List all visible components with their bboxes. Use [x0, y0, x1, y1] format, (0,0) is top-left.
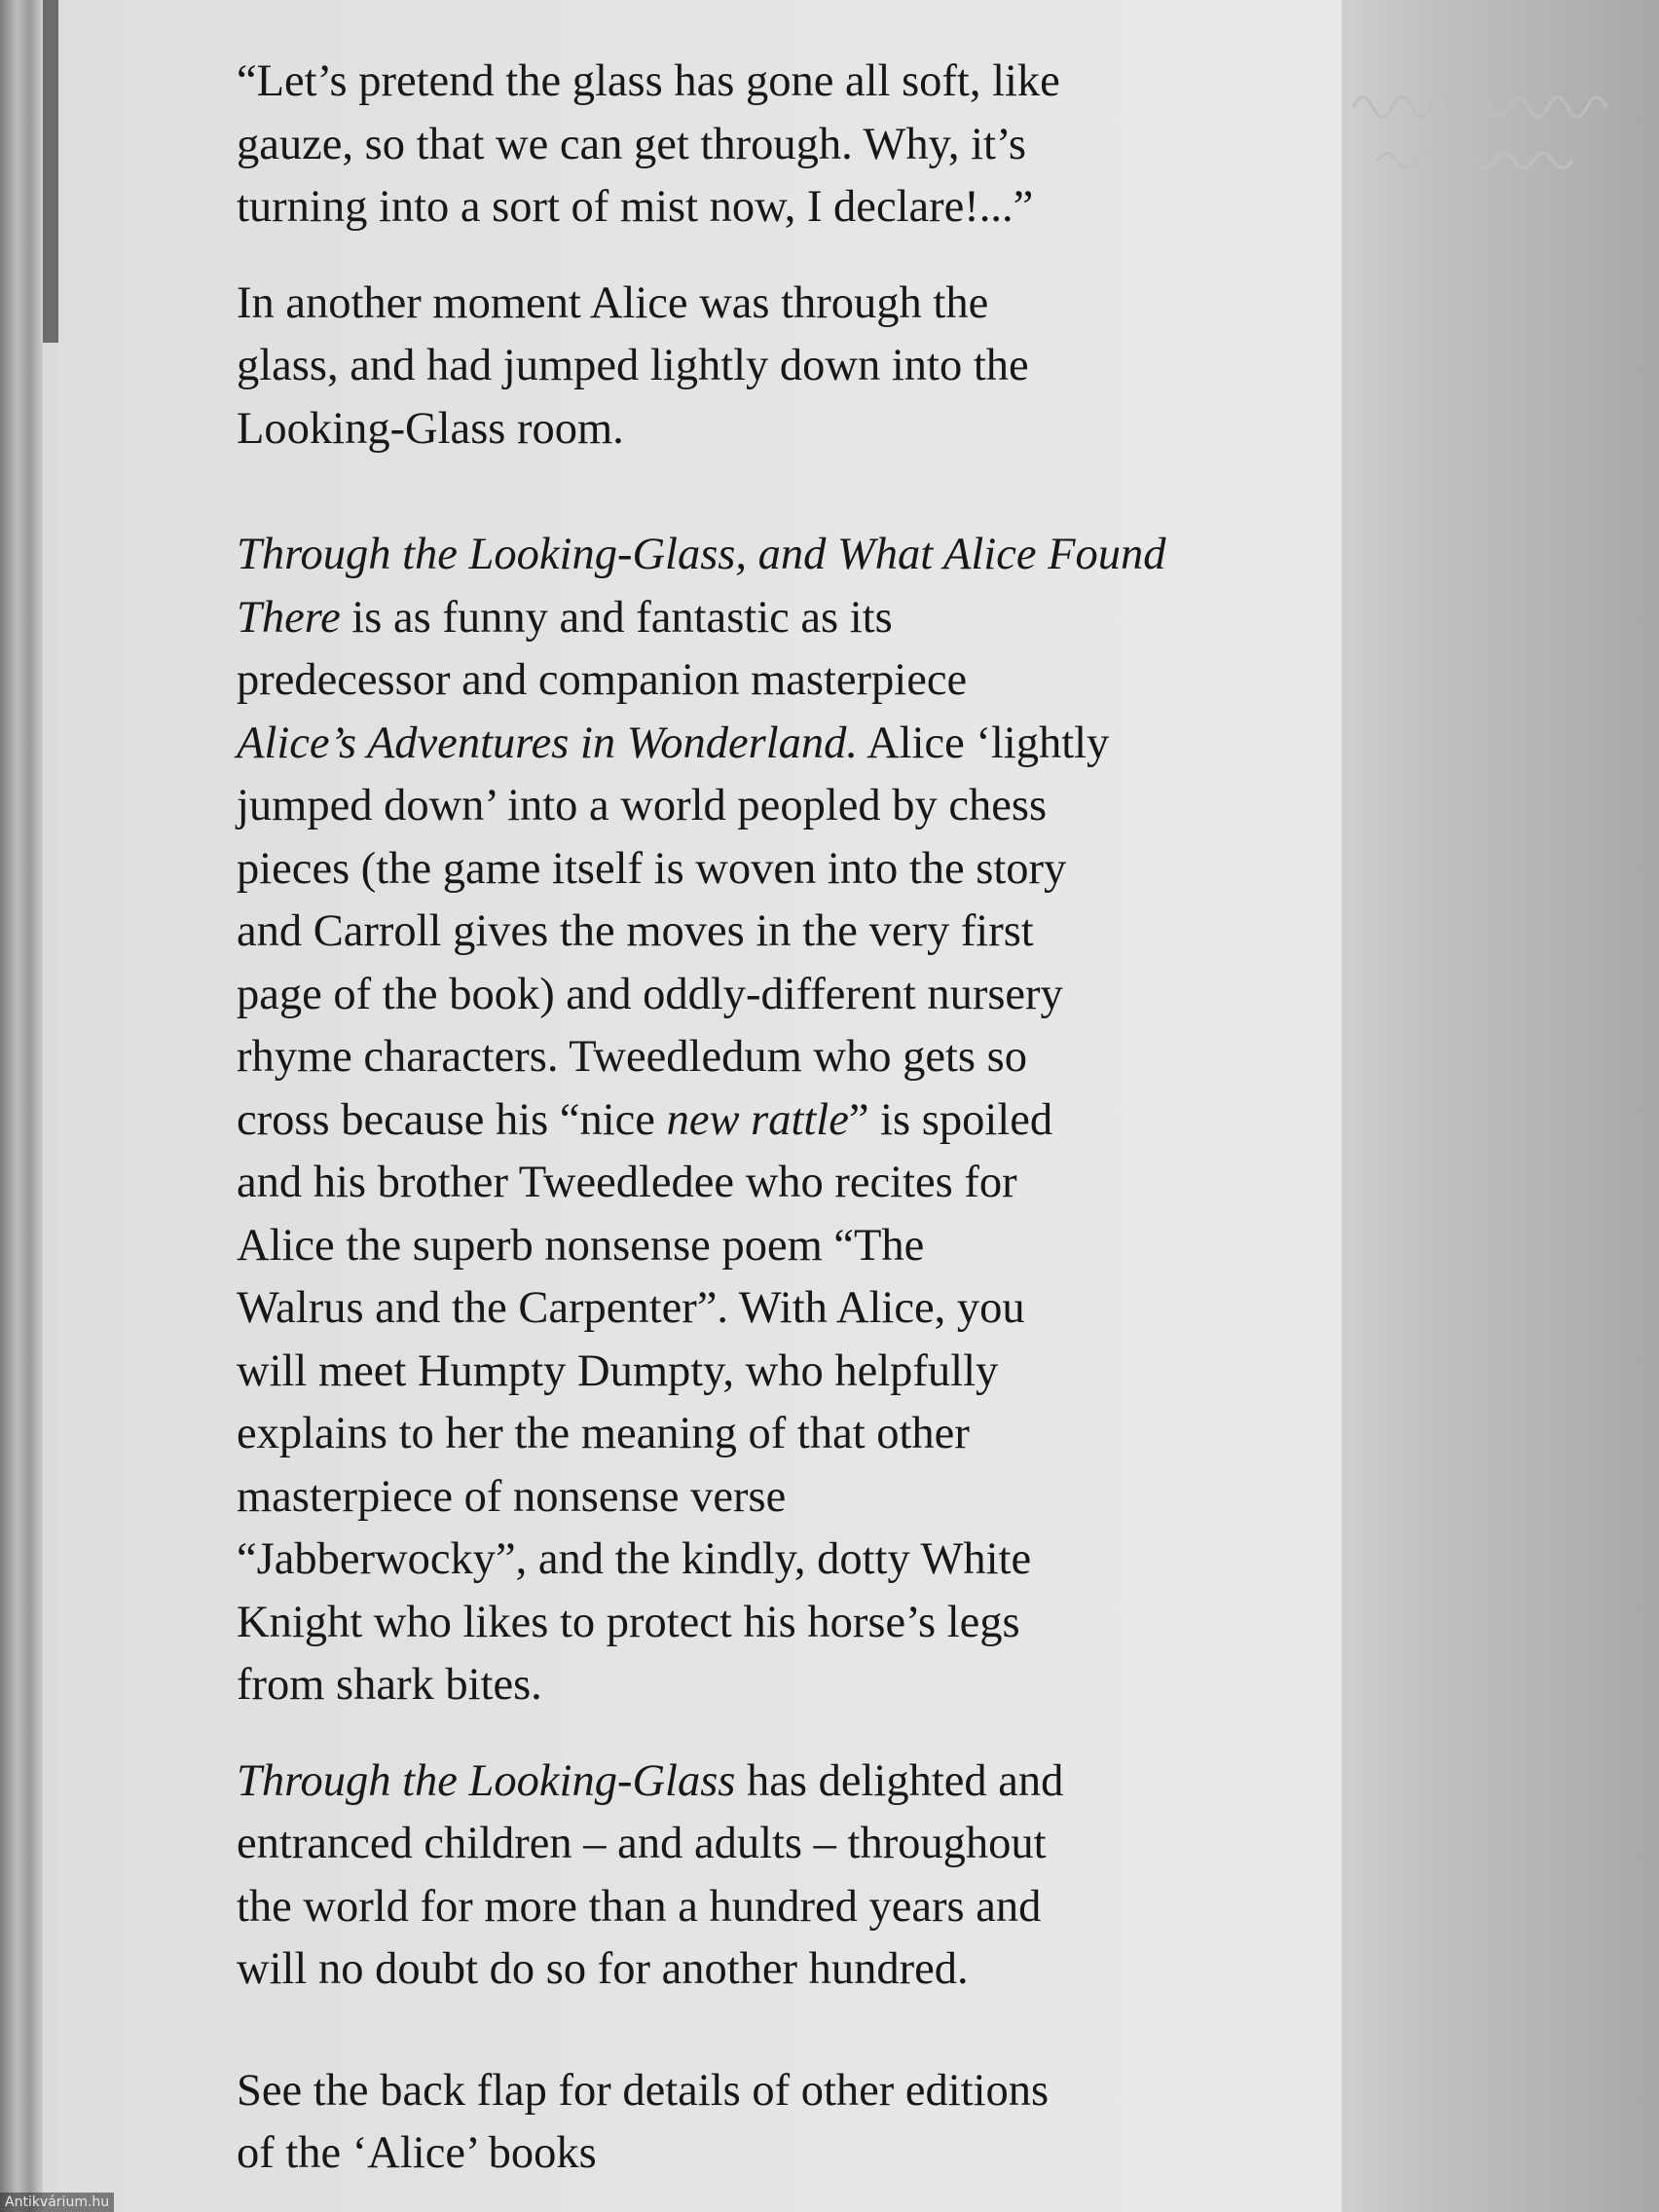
text-line [237, 587, 1249, 650]
text-line: masterpiece of nonsense verse [237, 1471, 787, 1522]
book-title-italic: Through the Looking-Glass, and What Alice Found [237, 530, 1166, 579]
cover-light-strip [43, 343, 58, 2212]
text-line: will no doubt do so for another hundred. [237, 1944, 969, 1994]
text-line: pieces (the game itself is woven into the story [237, 843, 1067, 894]
text-line: Knight who likes to protect his horse’s legs [237, 1597, 1020, 1647]
text-line: of the ‘Alice’ books [237, 2128, 597, 2178]
text-line: predecessor and companion masterpiece [237, 655, 968, 705]
book-title-italic: Alice’s Adventures in Wonderland. [237, 718, 859, 768]
text-line: entranced children – and adults – throughout [237, 1819, 1047, 1868]
blurb-text [237, 51, 1249, 2186]
text-line [237, 713, 1249, 776]
blurb-paragraph-legacy [237, 1751, 1249, 2002]
blurb-paragraph-quote [237, 51, 1249, 240]
text-line: rhyme characters. Tweedledum who gets so [237, 1032, 1027, 1082]
blurb-paragraph-description [237, 524, 1249, 1717]
text-run: is as funny and fantastic as its [340, 592, 893, 643]
text-line: See the back flap for details of other editions [237, 2065, 1050, 2116]
text-line: turning into a sort of mist now, I declare!...” [237, 182, 1034, 232]
text-line: jumped down’ into a world peopled by chess [237, 781, 1048, 830]
text-line: will meet Humpty Dumpty, who helpfully [237, 1346, 999, 1396]
faint-handwriting-mark [1348, 68, 1641, 195]
blurb-paragraph-through-glass [237, 273, 1249, 461]
text-line: explains to her the meaning of that other [237, 1409, 970, 1458]
text-line: and his brother Tweedledee who recites for [237, 1158, 1017, 1207]
text-line: Walrus and the Carpenter”. With Alice, you [237, 1283, 1025, 1333]
text-line [237, 1089, 1249, 1153]
text-line [237, 524, 1249, 587]
book-title-italic: There [237, 592, 341, 643]
emphasis-italic: new rattle [666, 1094, 849, 1145]
text-line: Alice the superb nonsense poem “The [237, 1220, 925, 1271]
text-line: page of the book) and oddly-different nursery [237, 969, 1063, 1019]
book-title-italic: Through the Looking-Glass [237, 1755, 736, 1806]
text-line: glass, and had jumped lightly down into the [237, 341, 1029, 390]
text-run: cross because his “nice [237, 1094, 667, 1145]
text-line: the world for more than a hundred years and [237, 1881, 1042, 1932]
page-shadow [1342, 0, 1659, 2212]
text-line: from shark bites. [237, 1660, 542, 1710]
text-line: “Let’s pretend the glass has gone all soft, like [237, 56, 1060, 106]
text-line: and Carroll gives the moves in the very first [237, 906, 1034, 956]
text-line: “Jabberwocky”, and the kindly, dotty White [237, 1534, 1032, 1584]
text-line: Looking-Glass room. [237, 403, 624, 454]
text-run: Alice ‘lightly [858, 718, 1110, 768]
text-run: ” is spoiled [848, 1094, 1053, 1145]
book-spine-edge [0, 0, 43, 2212]
text-line: gauze, so that we can get through. Why, it’s [237, 119, 1026, 169]
blurb-paragraph-back-flap-note [237, 2060, 1249, 2186]
source-watermark: Antikvárium.hu [0, 2193, 114, 2212]
text-line: In another moment Alice was through the [237, 277, 989, 328]
text-run: has delighted and [735, 1755, 1064, 1806]
text-line [237, 1751, 1249, 1814]
